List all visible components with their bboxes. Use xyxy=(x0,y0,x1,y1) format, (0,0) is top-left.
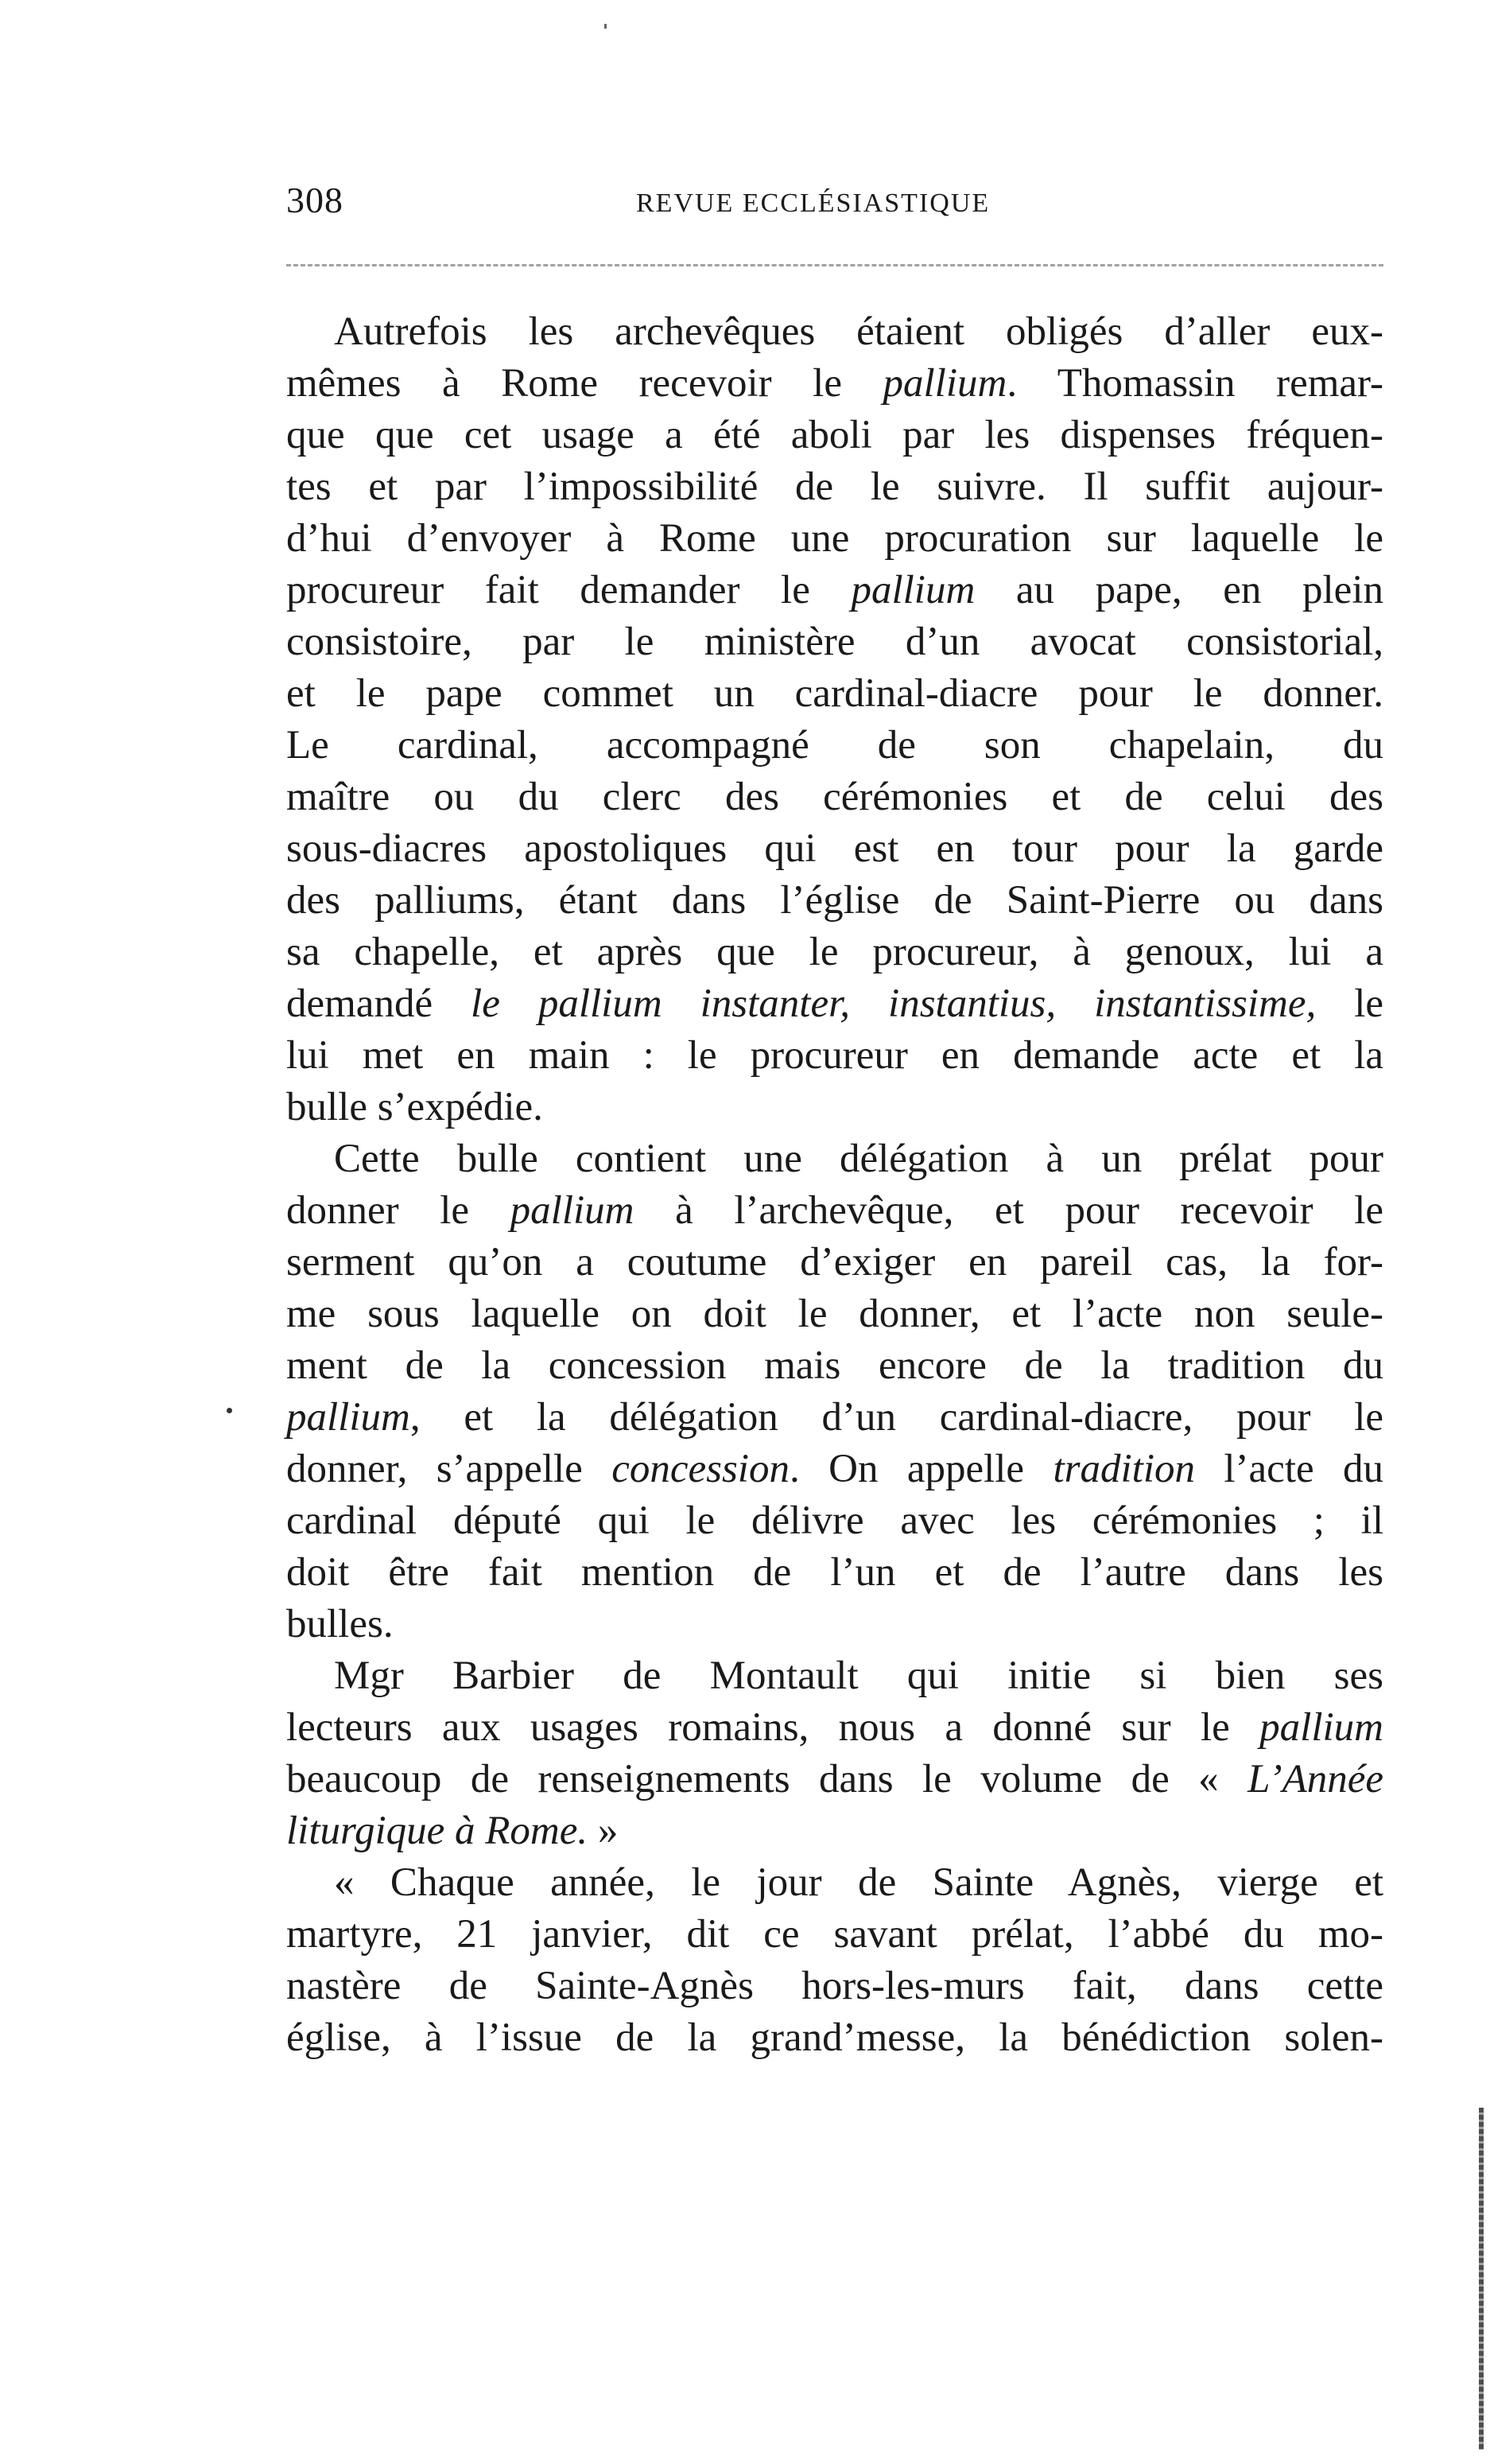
text-fragment: . On appelle xyxy=(789,1447,1053,1491)
italic-term: pallium xyxy=(286,1395,410,1440)
text-fragment: mêmes à Rome recevoir le xyxy=(286,361,883,406)
paragraph-1 xyxy=(286,306,1383,1133)
text-line: Mgr Barbier de Montault qui initie si bien ses xyxy=(334,1654,1383,1698)
paragraph-3 xyxy=(286,1650,1383,1857)
text-line xyxy=(286,978,1383,1030)
text-line: ment de la concession mais encore de la tradition du xyxy=(286,1343,1383,1388)
text-line: sous-diacres apostoliques qui est en tour pour la garde xyxy=(286,826,1383,871)
text-line: bulle s’expédie. xyxy=(286,1085,543,1129)
paragraph-2 xyxy=(286,1133,1383,1650)
italic-term: concession xyxy=(611,1447,790,1491)
text-fragment: au pape, en plein xyxy=(975,568,1383,612)
paragraph-4 xyxy=(286,1857,1383,2064)
italic-term: pallium xyxy=(1259,1705,1383,1750)
text-line: nastère de Sainte-Agnès hors-les-murs fait, dans cette xyxy=(286,1964,1383,2008)
text-line xyxy=(286,1754,1383,1805)
italic-term: pallium xyxy=(883,361,1007,406)
text-line: Cette bulle contient une délégation à un prélat pour xyxy=(334,1137,1383,1181)
text-line: et le pape commet un cardinal-diacre pour le donner. xyxy=(286,671,1383,716)
text-fragment: donner, s’appelle xyxy=(286,1447,612,1491)
page-number: 308 xyxy=(286,180,343,220)
text-fragment: procureur fait demander le xyxy=(286,568,852,612)
running-title: REVUE ECCLÉSIASTIQUE xyxy=(636,188,991,218)
text-line: que que cet usage a été aboli par les dispenses fréquen- xyxy=(286,413,1383,457)
text-line: « Chaque année, le jour de Sainte Agnès, vierge et xyxy=(334,1860,1383,1905)
text-line: cardinal député qui le délivre avec les cérémonies ; il xyxy=(286,1498,1383,1543)
text-fragment: donner le xyxy=(286,1188,510,1233)
text-line xyxy=(286,565,1383,616)
body-text xyxy=(286,306,1383,2064)
text-fragment: beaucoup de renseignements dans le volume de « xyxy=(286,1757,1248,1801)
page-header xyxy=(286,179,1383,235)
italic-term: L’Année xyxy=(1247,1757,1383,1801)
margin-speck xyxy=(227,1408,232,1413)
text-line: d’hui d’envoyer à Rome une procuration sur laquelle le xyxy=(286,516,1383,561)
text-line xyxy=(286,358,1383,410)
text-line: Le cardinal, accompagné de son chapelain, du xyxy=(286,723,1383,768)
text-line: serment qu’on a coutume d’exiger en pareil cas, la for- xyxy=(286,1240,1383,1284)
text-line xyxy=(286,1392,1383,1444)
text-fragment: le xyxy=(1316,981,1384,1026)
text-fragment: . Thomassin remar- xyxy=(1007,361,1383,406)
header-rule xyxy=(286,264,1383,266)
italic-term: pallium xyxy=(851,568,976,612)
text-line: maître ou du clerc des cérémonies et de celui des xyxy=(286,775,1383,819)
text-fragment: » xyxy=(588,1809,619,1853)
text-fragment: lecteurs aux usages romains, nous a donné sur le xyxy=(286,1705,1260,1750)
text-line: bulles. xyxy=(286,1602,394,1646)
text-line: martyre, 21 janvier, dit ce savant prélat, l’abbé du mo- xyxy=(286,1912,1383,1957)
text-line: lui met en main : le procureur en demande acte et la xyxy=(286,1033,1383,1078)
text-line: tes et par l’impossibilité de le suivre. Il suffit aujour- xyxy=(286,464,1383,509)
italic-term: le pallium instanter, instantius, instantissime, xyxy=(471,981,1317,1026)
text-line xyxy=(286,1185,1383,1237)
text-line: des palliums, étant dans l’église de Saint-Pierre ou dans xyxy=(286,878,1383,923)
page-edge-shadow xyxy=(1479,2108,1484,2450)
text-line: doit être fait mention de l’un et de l’autre dans les xyxy=(286,1550,1383,1595)
text-line xyxy=(286,1444,1383,1495)
text-fragment: demandé xyxy=(286,981,471,1026)
text-line xyxy=(286,1702,1383,1754)
italic-term: liturgique à Rome. xyxy=(286,1809,588,1853)
italic-term: pallium xyxy=(510,1188,634,1233)
italic-term: tradition xyxy=(1053,1447,1195,1491)
text-line: consistoire, par le ministère d’un avocat consistorial, xyxy=(286,620,1383,664)
top-speck xyxy=(604,24,607,29)
text-line: église, à l’issue de la grand’messe, la bénédiction solen- xyxy=(286,2015,1383,2060)
text-fragment: , et la délégation d’un cardinal-diacre, pour le xyxy=(409,1395,1383,1440)
text-fragment: l’acte du xyxy=(1195,1447,1384,1491)
text-line: Autrefois les archevêques étaient obligés d’aller eux- xyxy=(334,309,1383,354)
text-fragment: à l’archevêque, et pour recevoir le xyxy=(634,1188,1383,1233)
text-line xyxy=(286,1805,1383,1857)
text-line: sa chapelle, et après que le procureur, à genoux, lui a xyxy=(286,930,1383,974)
text-line: me sous laquelle on doit le donner, et l’acte non seule- xyxy=(286,1292,1383,1336)
